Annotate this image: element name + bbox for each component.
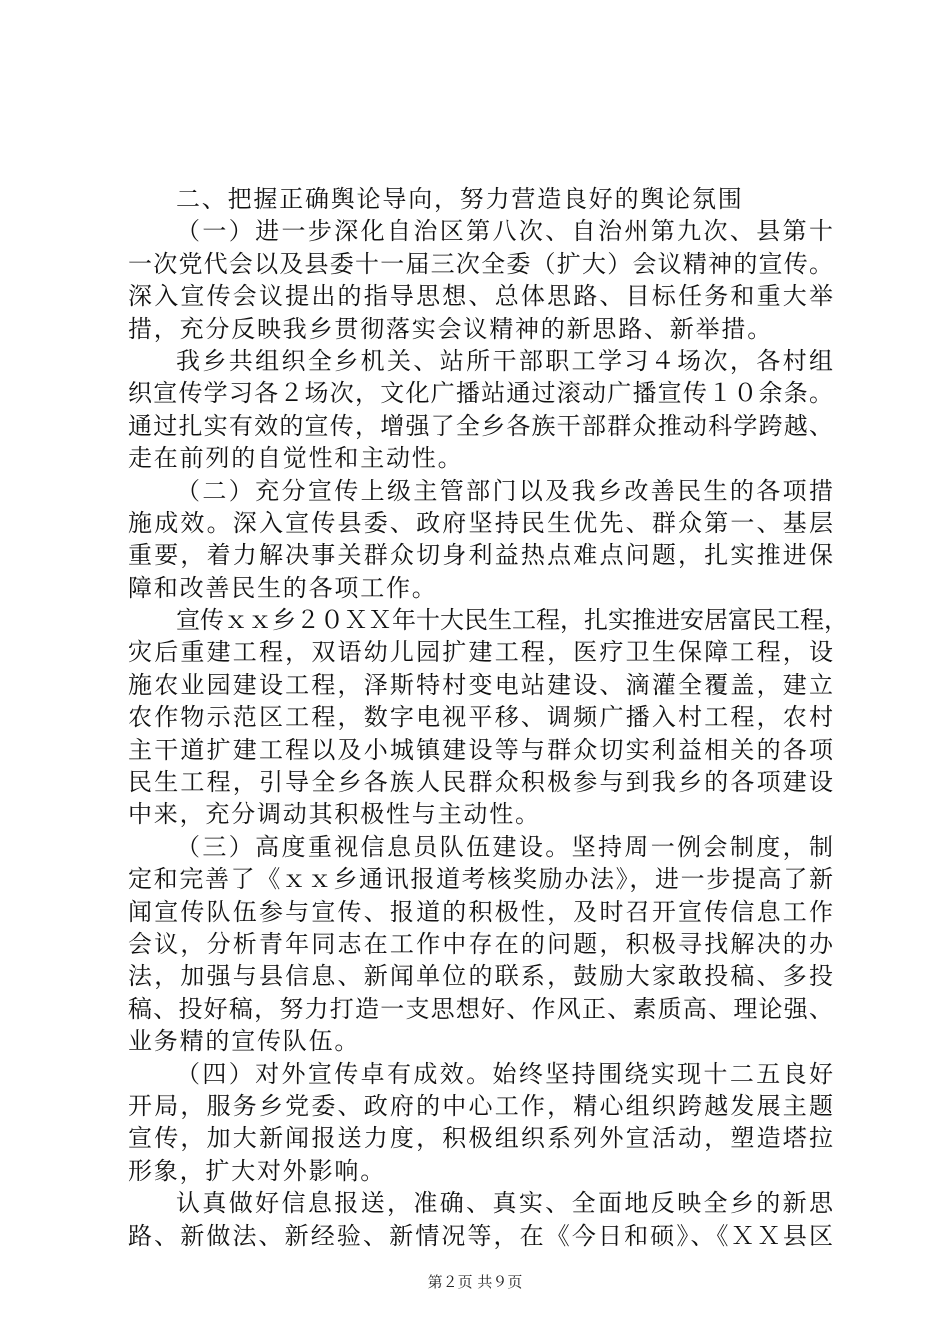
text-line: 宣传ｘｘ乡２０ＸＸ年十大民生工程，扎实推进安居富民工程， [176,606,848,635]
text-line: 障和改善民生的各项工作。 [128,573,438,602]
text-line: 认真做好信息报送，准确、真实、全面地反映全乡的新思 [176,1189,833,1218]
text-line: 主干道扩建工程以及小城镇建设等与群众切实利益相关的各项 [128,735,833,764]
text-line: 农作物示范区工程，数字电视平移、调频广播入村工程，农村 [128,703,833,732]
text-line: （四）对外宣传卓有成效。始终坚持围绕实现十二五良好 [176,1059,833,1088]
text-line: 中来，充分调动其积极性与主动性。 [128,800,541,829]
page-footer: 第２页 共９页 [427,1273,523,1291]
text-line: 通过扎实有效的宣传，增强了全乡各族干部群众推动科学跨越、 [128,411,833,440]
text-line: 开局，服务乡党委、政府的中心工作，精心组织跨越发展主题 [128,1091,833,1120]
text-line: （二）充分宣传上级主管部门以及我乡改善民生的各项措 [176,476,833,505]
text-line: 深入宣传会议提出的指导思想、总体思路、目标任务和重大举 [128,282,833,311]
text-line: 重要，着力解决事关群众切身利益热点难点问题，扎实推进保 [128,541,833,570]
text-line: 走在前列的自觉性和主动性。 [128,444,464,473]
text-line: 稿、投好稿，努力打造一支思想好、作风正、素质高、理论强、 [128,994,833,1023]
text-line: 灾后重建工程，双语幼儿园扩建工程，医疗卫生保障工程，设 [128,638,833,667]
document-body [128,183,848,1252]
text-line: 我乡共组织全乡机关、站所干部职工学习４场次，各村组 [176,346,833,375]
text-line: 织宣传学习各２场次，文化广播站通过滚动广播宣传１０余条。 [128,379,833,408]
text-line: 路、新做法、新经验、新情况等，在《今日和硕》、《ＸＸ县区 [128,1221,833,1250]
text-line: 形象，扩大对外影响。 [128,1156,386,1185]
text-line: （三）高度重视信息员队伍建设。坚持周一例会制度，制 [176,832,833,861]
text-line: 一次党代会以及县委十一届三次全委（扩大）会议精神的宣传。 [128,249,833,278]
text-line: 措，充分反映我乡贯彻落实会议精神的新思路、新举措。 [128,314,773,343]
text-line: （一）进一步深化自治区第八次、自治州第九次、县第十 [176,217,833,246]
text-line: 民生工程，引导全乡各族人民群众积极参与到我乡的各项建设 [128,768,833,797]
text-line: 定和完善了《ｘｘ乡通讯报道考核奖励办法》，进一步提高了新 [128,865,833,894]
text-line: 闻宣传队伍参与宣传、报道的积极性，及时召开宣传信息工作 [128,897,833,926]
text-line: 宣传，加大新闻报送力度，积极组织系列外宣活动，塑造塔拉 [128,1124,833,1153]
text-line: 法，加强与县信息、新闻单位的联系，鼓励大家敢投稿、多投 [128,962,833,991]
text-line: 业务精的宣传队伍。 [128,1027,361,1056]
text-line: 二、把握正确舆论导向，努力营造良好的舆论氛围 [176,185,744,213]
text-line: 施农业园建设工程，泽斯特村变电站建设、滴灌全覆盖，建立 [128,670,833,699]
text-line: 会议，分析青年同志在工作中存在的问题，积极寻找解决的办 [128,929,833,958]
text-line: 施成效。深入宣传县委、政府坚持民生优先、群众第一、基层 [128,508,833,537]
